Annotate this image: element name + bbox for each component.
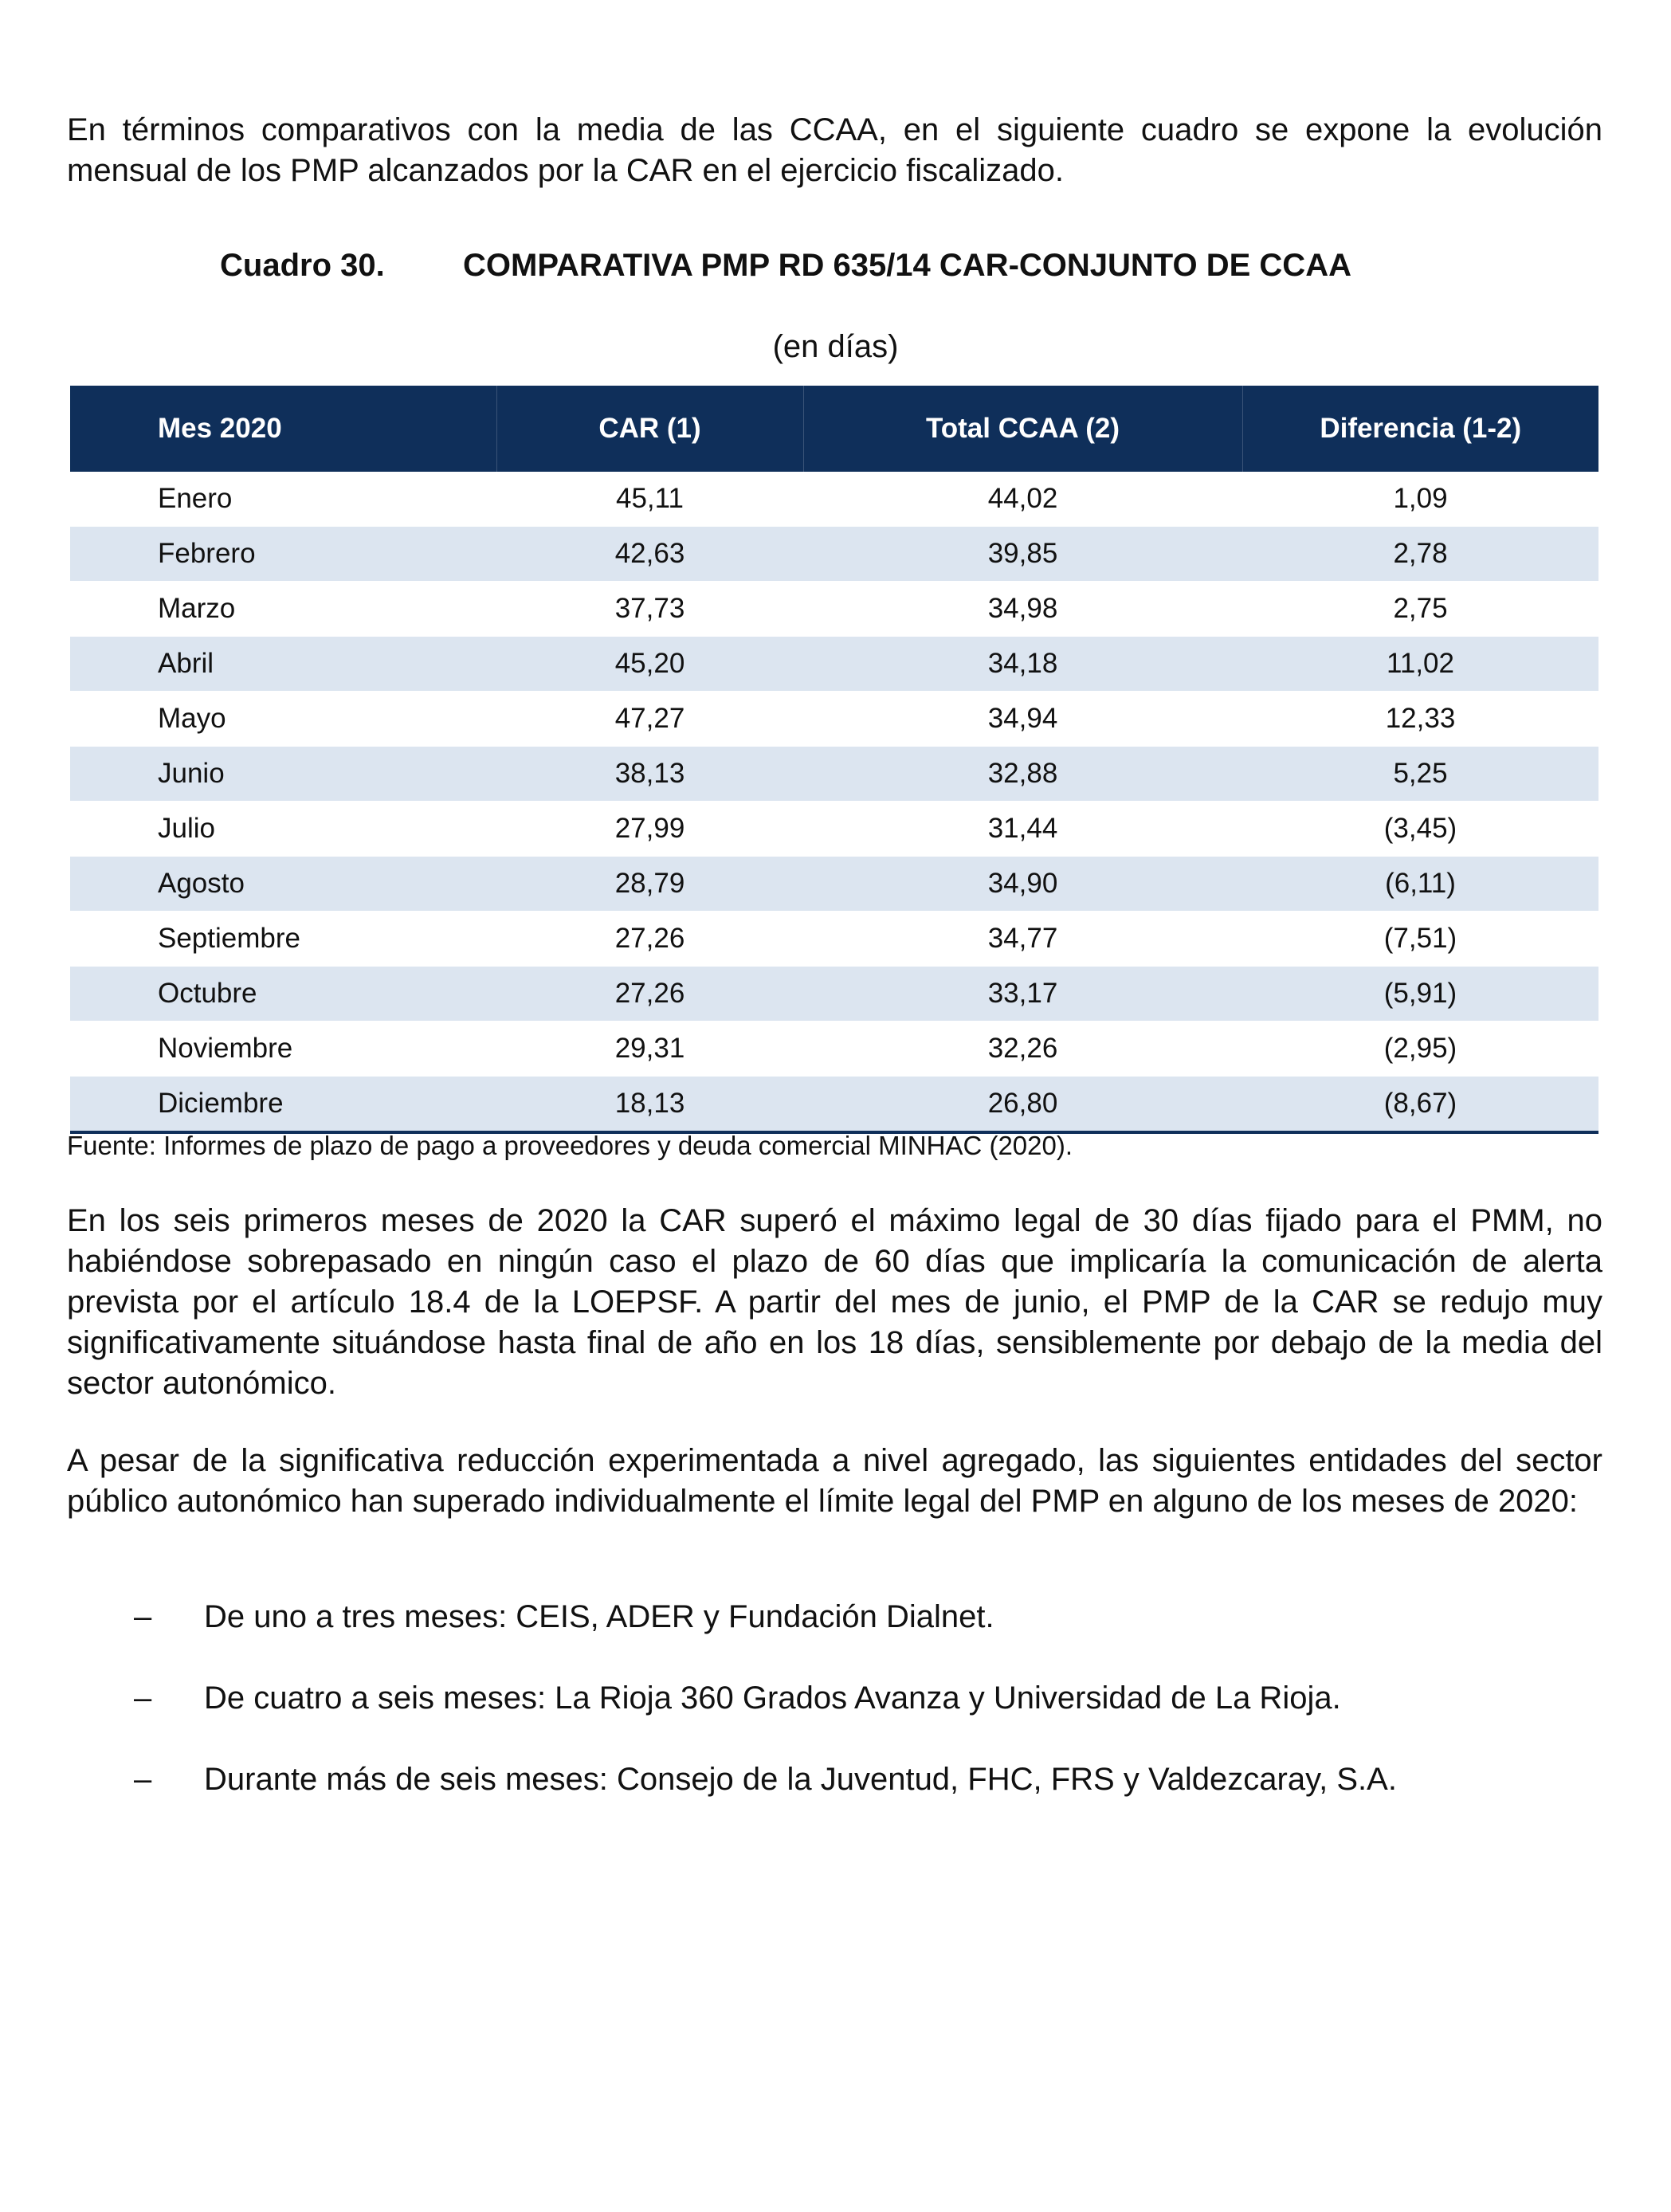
cell-month: Noviembre [158, 1033, 293, 1064]
cell-month: Junio [70, 747, 496, 802]
table-row [70, 582, 1598, 637]
table-row [70, 1022, 1598, 1077]
table-row [70, 527, 1598, 582]
table-row [70, 747, 1598, 802]
cell-car: 27,99 [614, 813, 685, 844]
table-row [70, 1077, 1598, 1133]
header-car: CAR (1) [496, 386, 803, 472]
dash-bullet-icon: – [134, 1681, 152, 1716]
table-row [70, 472, 1598, 527]
paragraph-first-half-analysis: En los seis primeros meses de 2020 la CAR superó el máximo legal de 30 días fijado para el PMM, no habiéndose sobrepasado en ningún caso el plazo de 60 días que implicaría la comunicación de alerta prevista por el artículo 18.4 de la LOEPSF. A partir del mes de junio, el PMP de la CAR se redujo muy significativamente situándose hasta final de año en los 18 días, sensiblemente por debajo de la media del sector autonómico. [67, 1203, 1602, 1401]
table-units: (en días) [772, 329, 899, 364]
header-total-ccaa: Total CCAA (2) [803, 386, 1242, 472]
cell-car: 45,20 [496, 637, 803, 692]
cell-month: Febrero [70, 527, 496, 582]
cell-difference: 1,09 [1393, 483, 1448, 514]
list-item-text: Durante más de seis meses: Consejo de la Juventud, FHC, FRS y Valdezcaray, S.A. [204, 1762, 1397, 1797]
cell-car: 29,31 [614, 1033, 685, 1064]
cell-total-ccaa: 34,18 [803, 637, 1242, 692]
cell-month: Agosto [70, 857, 496, 912]
cell-difference: (3,45) [1383, 813, 1457, 844]
table-row [70, 637, 1598, 692]
cell-difference: (8,67) [1242, 1077, 1598, 1133]
cell-difference: (7,51) [1383, 923, 1457, 954]
cell-month: Octubre [70, 967, 496, 1022]
cell-car: 47,27 [614, 703, 685, 734]
intro-paragraph: En términos comparativos con la media de las CCAA, en el siguiente cuadro se expone la evolución mensual de los PMP alcanzados por la CAR en el ejercicio fiscalizado. [67, 112, 1602, 188]
header-difference: Diferencia (1-2) [1242, 386, 1598, 472]
cell-total-ccaa: 32,88 [803, 747, 1242, 802]
table-header-row [70, 386, 1598, 472]
table-row [70, 912, 1598, 967]
cell-difference: 2,75 [1393, 593, 1448, 624]
cell-month: Diciembre [70, 1077, 496, 1133]
cell-difference: (5,91) [1242, 967, 1598, 1022]
list-item [0, 1596, 1671, 1677]
table-row [70, 967, 1598, 1022]
cell-car: 27,26 [614, 923, 685, 954]
cell-difference: 2,78 [1242, 527, 1598, 582]
header-month: Mes 2020 [70, 386, 496, 472]
list-item-text: De cuatro a seis meses: La Rioja 360 Grados Avanza y Universidad de La Rioja. [204, 1681, 1341, 1716]
cell-month: Abril [70, 637, 496, 692]
cell-month: Julio [158, 813, 215, 844]
cell-difference: (2,95) [1383, 1033, 1457, 1064]
caption-title: COMPARATIVA PMP RD 635/14 CAR-CONJUNTO DE CCAA [463, 248, 1351, 283]
cell-month: Mayo [158, 703, 226, 734]
cell-total-ccaa: 34,90 [803, 857, 1242, 912]
cell-car: 45,11 [616, 483, 684, 514]
dash-bullet-icon: – [134, 1599, 152, 1634]
list-item-text: De uno a tres meses: CEIS, ADER y Fundación Dialnet. [204, 1599, 994, 1634]
list-item [0, 1759, 1671, 1840]
cell-car: 37,73 [614, 593, 685, 624]
cell-car: 28,79 [496, 857, 803, 912]
cell-total-ccaa: 32,26 [987, 1033, 1058, 1064]
cell-total-ccaa: 39,85 [803, 527, 1242, 582]
cell-total-ccaa: 33,17 [803, 967, 1242, 1022]
cell-difference: 11,02 [1242, 637, 1598, 692]
pmp-comparison-table [70, 386, 1598, 1134]
cell-car: 38,13 [496, 747, 803, 802]
entities-list [0, 1596, 1671, 1840]
cell-month: Enero [158, 483, 233, 514]
caption-number: Cuadro 30. [220, 248, 385, 283]
table-row [70, 802, 1598, 857]
cell-month: Septiembre [158, 923, 300, 954]
cell-month: Marzo [158, 593, 236, 624]
cell-total-ccaa: 44,02 [987, 483, 1058, 514]
table-source-note: Fuente: Informes de plazo de pago a proveedores y deuda comercial MINHAC (2020). [67, 1131, 1073, 1160]
cell-total-ccaa: 34,77 [987, 923, 1058, 954]
table-row [70, 857, 1598, 912]
cell-car: 42,63 [496, 527, 803, 582]
list-item [0, 1677, 1671, 1759]
paragraph-entities-intro: A pesar de la significativa reducción experimentada a nivel agregado, las siguientes entidades del sector público autonómico han superado individualmente el límite legal del PMP en alguno de los meses de 2020: [67, 1443, 1602, 1519]
cell-car: 27,26 [496, 967, 803, 1022]
cell-total-ccaa: 26,80 [803, 1077, 1242, 1133]
table-row [70, 692, 1598, 747]
cell-total-ccaa: 34,98 [987, 593, 1058, 624]
cell-car: 18,13 [496, 1077, 803, 1133]
cell-difference: (6,11) [1242, 857, 1598, 912]
cell-total-ccaa: 34,94 [987, 703, 1058, 734]
cell-difference: 5,25 [1242, 747, 1598, 802]
cell-difference: 12,33 [1385, 703, 1456, 734]
cell-total-ccaa: 31,44 [987, 813, 1058, 844]
dash-bullet-icon: – [134, 1762, 152, 1797]
